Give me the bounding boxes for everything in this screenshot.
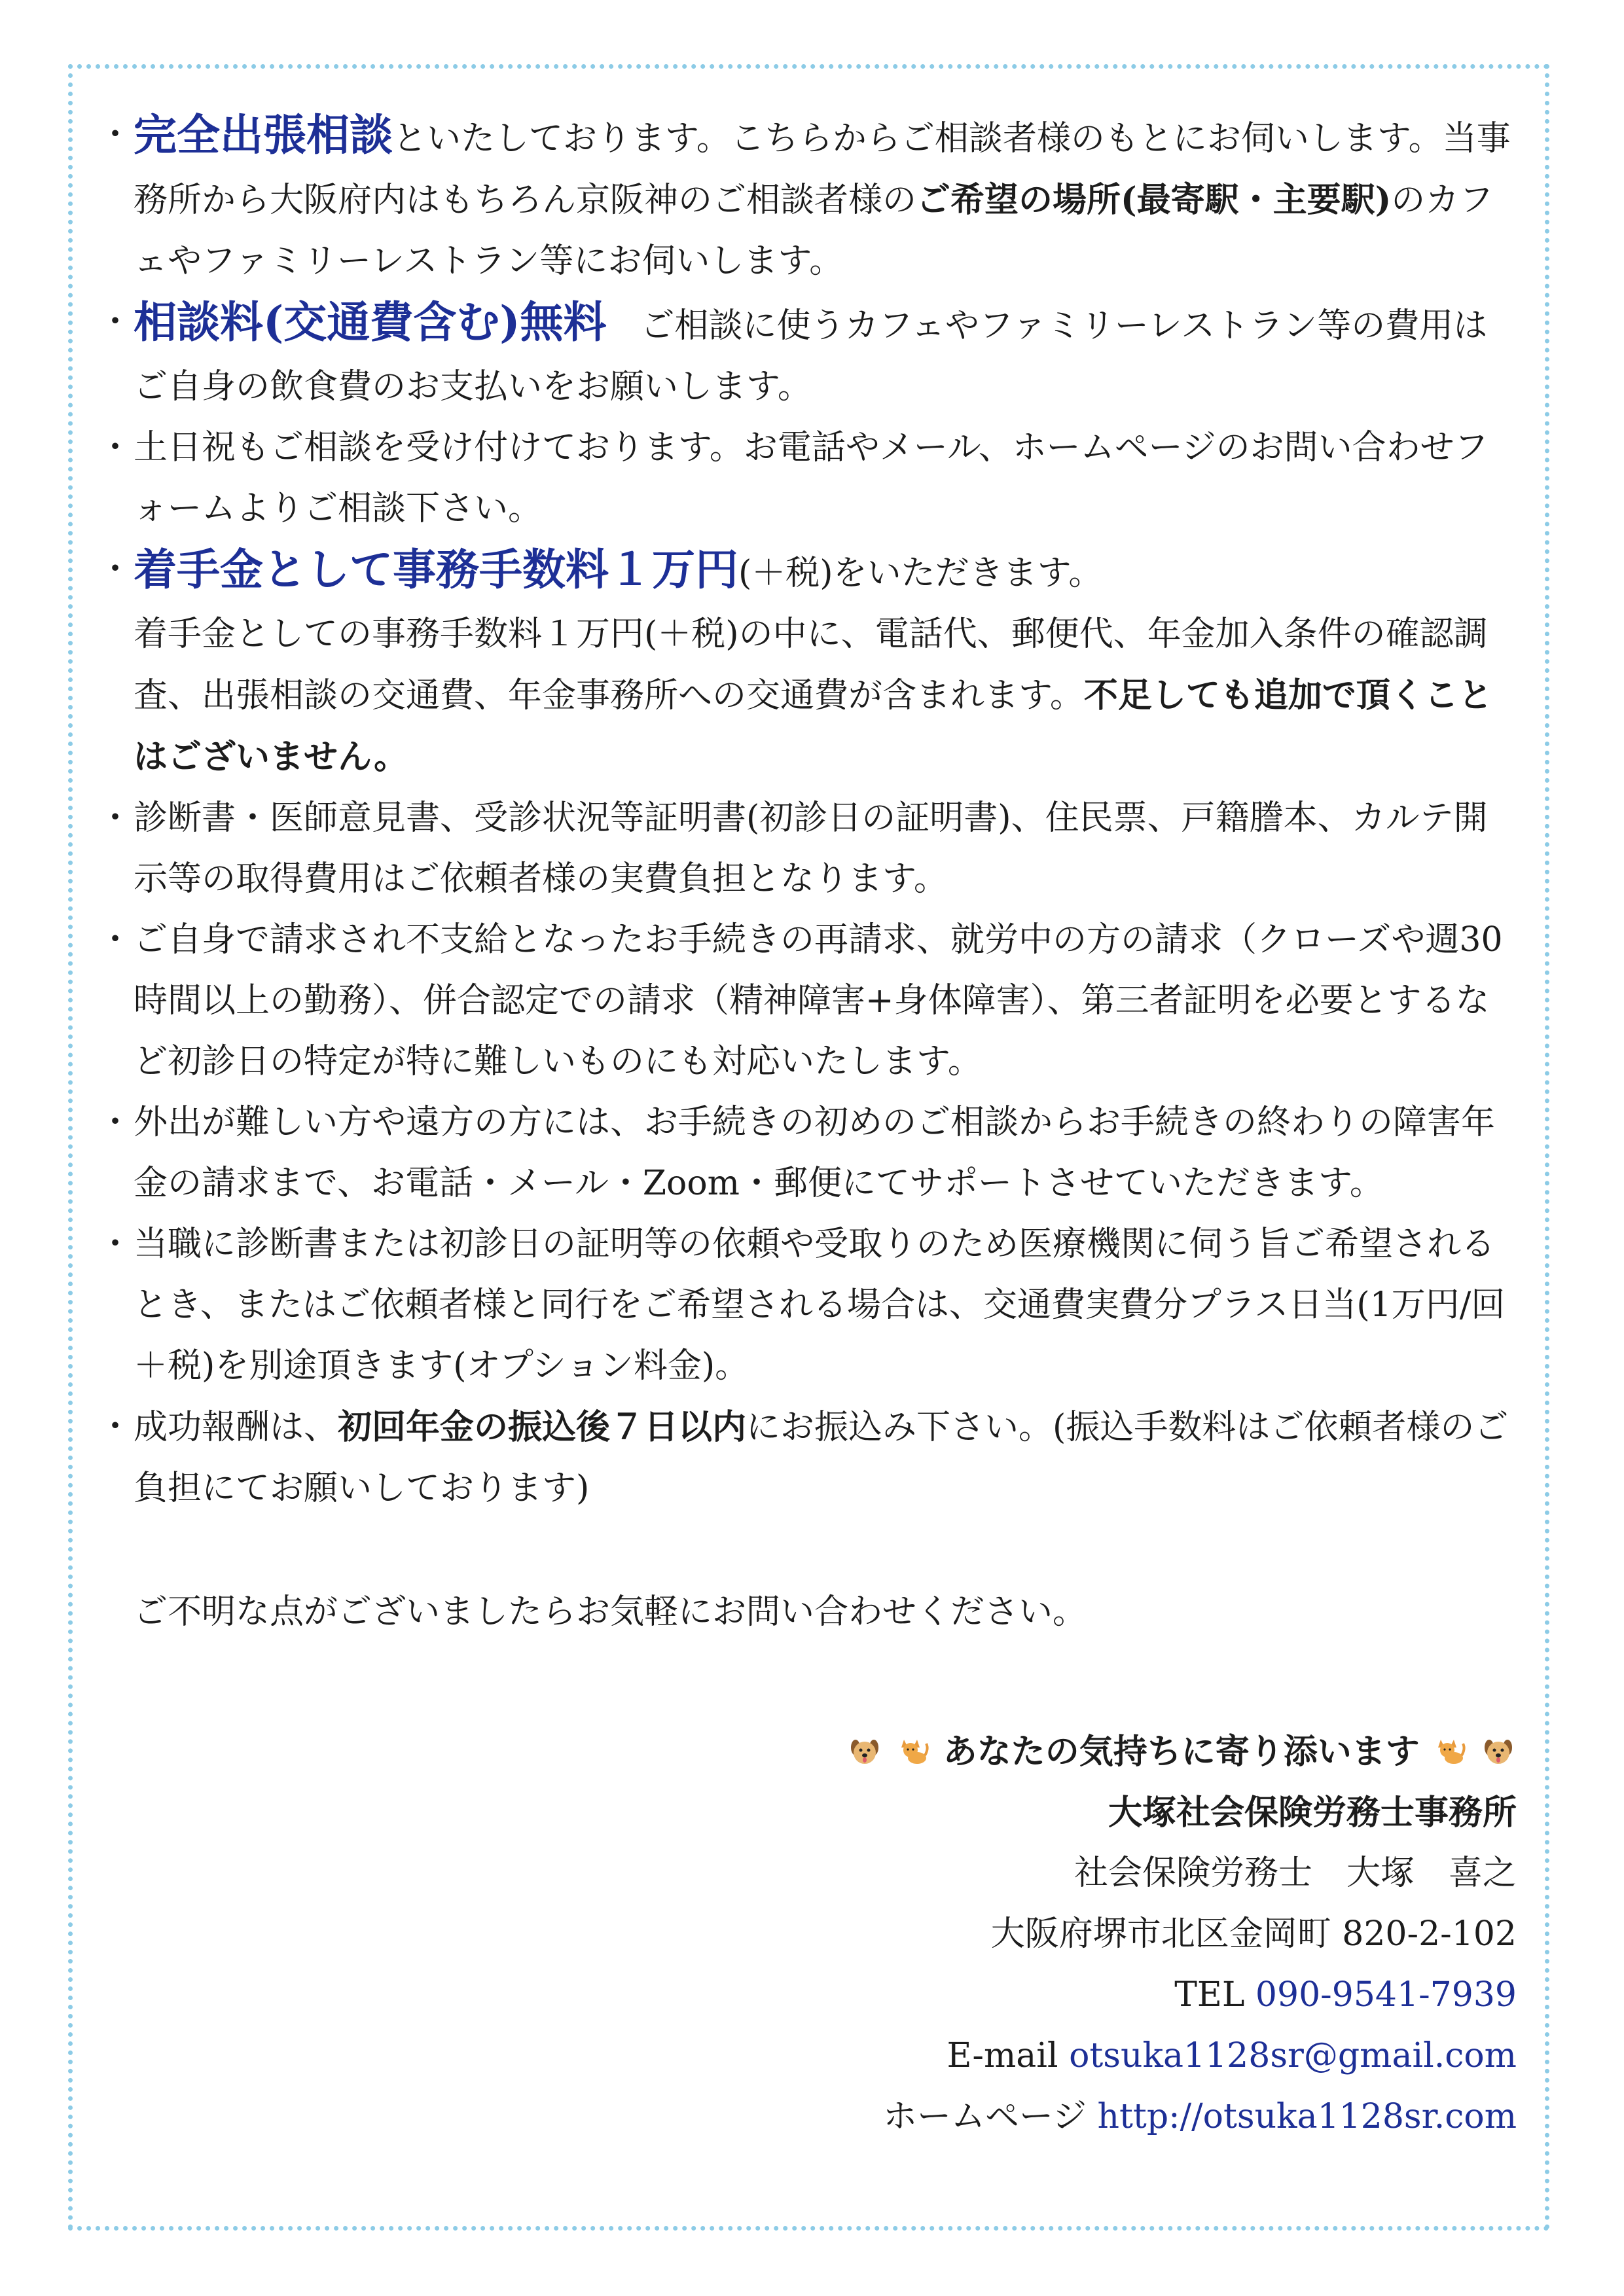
item-bold-text: 初回年金の振込後７日以内 xyxy=(338,1407,747,1447)
address: 大阪府堺市北区金岡町 820-2-102 xyxy=(990,1914,1517,1954)
phone-label: TEL xyxy=(1174,1975,1255,2015)
item-highlight: 着手金として事務手数料１万円 xyxy=(134,544,738,595)
title-and-name: 社会保険労務士 大塚 喜之 xyxy=(1074,1854,1517,1893)
signature-block xyxy=(846,1721,1517,2147)
item-text: 診断書・医師意見書、受診状況等証明書(初診日の証明書)、住民票、戸籍謄本、カルテ開示等の取得費用はご依頼者様の実費負担となります。 xyxy=(134,798,1488,899)
item-bold-text: ご希望の場所(最寄駅・主要駅) xyxy=(916,180,1392,220)
item-bold-text: 不足しても追加で頂くことはございません。 xyxy=(134,675,1492,777)
phone-number[interactable]: 090-9541-7939 xyxy=(1255,1975,1517,2015)
website-label: ホームページ xyxy=(883,2097,1098,2136)
item-highlight: 相談料(交通費含む)無料 xyxy=(134,296,607,348)
item-text: ご相談に使うカフェやファミリーレストラン等の費用はご自身の飲食費のお支払いをお願いします。 xyxy=(134,306,1488,406)
item-text: 外出が難しい方や遠方の方には、お手続きの初めのご相談からお手続きの終わりの障害年金の請求まで、お電話・メール・Zoom・郵便にてサポートさせていただきます。 xyxy=(134,1103,1496,1203)
list-item-on-site-consultation xyxy=(105,105,1519,292)
phone-line xyxy=(846,1965,1517,2026)
list-item-retainer-fee xyxy=(105,539,1519,788)
cat-icon xyxy=(897,1736,929,1767)
item-text: のカフェやファミリーレストラン等にお伺いします。 xyxy=(134,181,1494,281)
office-name: 大塚社会保険労務士事務所 xyxy=(1108,1793,1517,1833)
cat-icon xyxy=(1434,1736,1466,1767)
email-line xyxy=(846,2026,1517,2087)
list-item-free-consultation xyxy=(105,292,1519,418)
item-text: ご自身で請求され不支給となったお手続きの再請求、就労中の方の請求（クローズや週30時間以上の勤務）、併合認定での請求（精神障害+身体障害）、第三者証明を必要とするなど初診日の特定が特に難しいものにも対応いたします。 xyxy=(134,920,1503,1081)
email-address[interactable]: otsuka1128sr@gmail.com xyxy=(1069,2036,1517,2075)
item-text: といたしております。こちらからご相談者様のもとにお伺いします。当事務所から大阪府内はもちろん京阪神のご相談者様の xyxy=(134,119,1511,220)
list-item-optional-fee xyxy=(105,1214,1519,1397)
item-highlight: 完全出張相談 xyxy=(134,109,393,160)
item-text: にお振込み下さい。(振込手数料はご依頼者様のご負担にてお願いしております) xyxy=(134,1408,1509,1508)
document-body xyxy=(105,105,1519,1643)
website-line xyxy=(846,2087,1517,2147)
website-link[interactable]: http://otsuka1128sr.com xyxy=(1097,2097,1517,2136)
dog-face-icon xyxy=(1483,1736,1514,1767)
tagline xyxy=(846,1721,1517,1782)
item-text: (＋税)をいただきます。 xyxy=(738,554,1103,593)
list-item-success-fee xyxy=(105,1397,1519,1519)
item-text: 土日祝もご相談を受け付けております。お電話やメール、ホームページのお問い合わせフォームよりご相談下さい。 xyxy=(134,428,1489,528)
closing-message: ご不明な点がございましたらお気軽にお問い合わせください。 xyxy=(134,1592,1087,1632)
item-text: 当職に診断書または初診日の証明等の依頼や受取りのため医療機関に伺う旨ご希望されるとき、またはご依頼者様と同行をご希望される場合は、交通費実費分プラス日当(1万円/回＋税)を別途頂きます(オプション料金)。 xyxy=(134,1225,1506,1386)
list-item-remote-support xyxy=(105,1092,1519,1214)
item-text: 成功報酬は、 xyxy=(134,1408,338,1447)
list-item-weekend-hours xyxy=(105,418,1519,539)
list-item-difficult-cases xyxy=(105,910,1519,1092)
dog-face-icon xyxy=(849,1736,880,1767)
list-item-document-costs xyxy=(105,788,1519,910)
item-text: 着手金としての事務手数料１万円(＋税)の中に、電話代、郵便代、年金加入条件の確認調査、出張相談の交通費、年金事務所への交通費が含まれます。 xyxy=(134,615,1488,715)
email-label: E-mail xyxy=(947,2036,1070,2075)
tagline-text: あなたの気持ちに寄り添います xyxy=(943,1732,1420,1772)
